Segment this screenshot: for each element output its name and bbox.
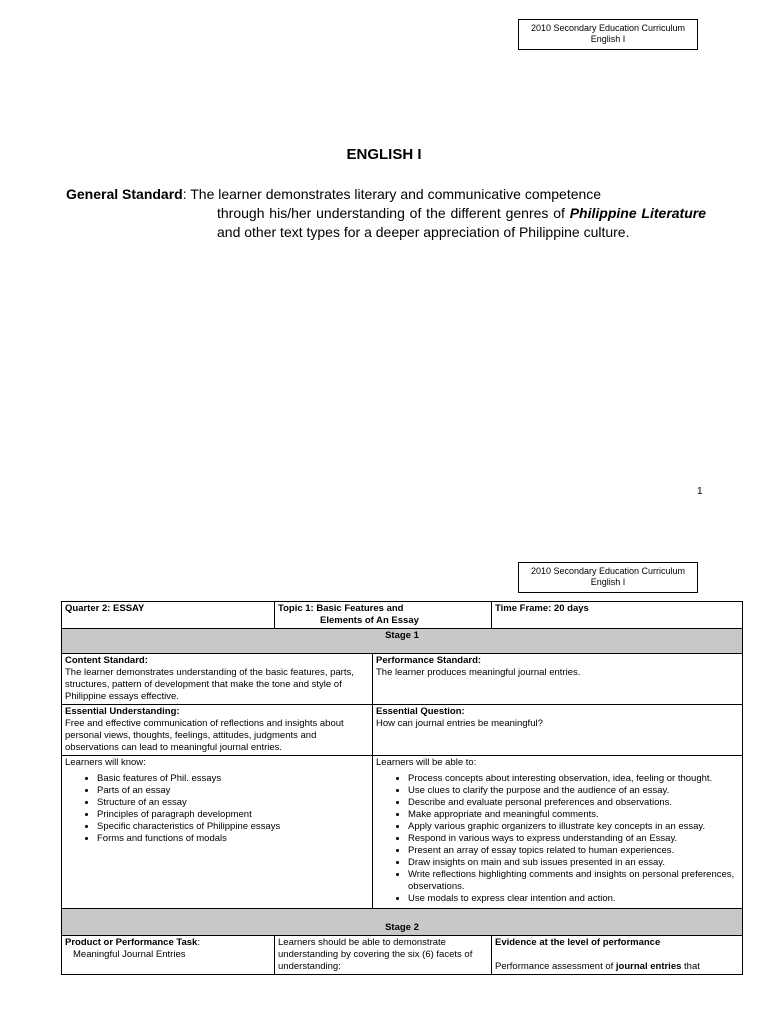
- header-line-2: English I: [590, 577, 626, 587]
- list-item: • Apply various graphic organizers to illustrate key concepts in an essay.: [408, 821, 739, 833]
- page-number: 1: [697, 486, 703, 497]
- essential-question-text: How can journal entries be meaningful?: [376, 718, 543, 729]
- general-standard-text-2: through his/her understanding of the different genres of: [217, 205, 570, 221]
- table-row: [62, 654, 743, 705]
- general-standard-body: [66, 204, 706, 242]
- list-item: • Present an array of essay topics related to human experiences.: [408, 845, 739, 857]
- general-standard-emphasis: Philippine Literature: [569, 205, 706, 221]
- topic-line-2: Elements of An Essay: [320, 615, 419, 626]
- evidence-emphasis: journal entries: [615, 961, 682, 972]
- product-task-colon: :: [197, 937, 200, 948]
- essential-understanding-cell: [62, 705, 373, 756]
- learners-know-list: [65, 773, 369, 845]
- learners-able-list: [376, 773, 739, 905]
- learners-know-cell: [62, 756, 373, 909]
- evidence-cell: [492, 936, 743, 975]
- essential-question-label: Essential Question:: [376, 706, 465, 717]
- table-row: [62, 602, 743, 629]
- general-standard: [66, 185, 706, 242]
- content-standard-cell: [62, 654, 373, 705]
- product-task-text: Meaningful Journal Entries: [73, 949, 186, 960]
- learners-know-intro: Learners will know:: [65, 757, 146, 768]
- table-row: [62, 705, 743, 756]
- list-item: • Make appropriate and meaningful comments.: [408, 809, 739, 821]
- general-standard-label: General Standard: [66, 186, 183, 202]
- list-item: • Process concepts about interesting observation, idea, feeling or thought.: [408, 773, 739, 785]
- learners-able-intro: Learners will be able to:: [376, 757, 477, 768]
- list-item: • Respond in various ways to express understanding of an Essay.: [408, 833, 739, 845]
- stage2-header: Stage 2: [62, 909, 743, 936]
- table-row: [62, 909, 743, 936]
- essential-understanding-text: Free and effective communication of reflections and insights about personal views, thoughts, feelings, attitudes, judgments and observations can lead to meaningful journal entries.: [65, 718, 344, 753]
- stage1-header: Stage 1: [62, 629, 743, 654]
- topic-line-1: Topic 1: Basic Features and: [278, 603, 404, 614]
- product-task-cell: [62, 936, 275, 975]
- essential-question-cell: [373, 705, 743, 756]
- header-line-1: 2010 Secondary Education Curriculum: [530, 23, 686, 33]
- facets-cell: Learners should be able to demonstrate understanding by covering the six (6) facets of understanding:: [275, 936, 492, 975]
- list-item: • Write reflections highlighting comments and insights on personal preferences, observations.: [408, 869, 739, 893]
- list-item: • Parts of an essay: [97, 785, 369, 797]
- list-item: • Use clues to clarify the purpose and the audience of an essay.: [408, 785, 739, 797]
- content-standard-label: Content Standard:: [65, 655, 148, 666]
- topic-cell: [275, 602, 492, 629]
- curriculum-table: [61, 601, 743, 975]
- header-box-page2: [518, 562, 698, 593]
- list-item: • Draw insights on main and sub issues presented in an essay.: [408, 857, 739, 869]
- list-item: • Forms and functions of modals: [97, 833, 369, 845]
- table-row: [62, 936, 743, 975]
- page-title: ENGLISH I: [346, 146, 422, 163]
- general-standard-text-1: : The learner demonstrates literary and communicative competence: [182, 186, 602, 202]
- list-item: • Describe and evaluate personal preferences and observations.: [408, 797, 739, 809]
- content-standard-text: The learner demonstrates understanding of the basic features, parts, structures, pattern of development that make the tone and style of Philippine essays effective.: [65, 667, 354, 702]
- table-row: [62, 629, 743, 654]
- general-standard-text-3: and other text types for a deeper appreciation of Philippine culture.: [217, 224, 630, 240]
- performance-standard-text: The learner produces meaningful journal entries.: [376, 667, 581, 678]
- list-item: • Basic features of Phil. essays: [97, 773, 369, 785]
- essential-understanding-label: Essential Understanding:: [65, 706, 180, 717]
- evidence-text-1: Performance assessment of: [495, 961, 616, 972]
- quarter-cell: Quarter 2: ESSAY: [62, 602, 275, 629]
- list-item: • Principles of paragraph development: [97, 809, 369, 821]
- time-frame-cell: Time Frame: 20 days: [492, 602, 743, 629]
- evidence-text-2: that: [681, 961, 700, 972]
- header-box: [518, 19, 698, 50]
- header-line-1: 2010 Secondary Education Curriculum: [530, 566, 686, 576]
- table-row: [62, 756, 743, 909]
- evidence-label: Evidence at the level of performance: [495, 937, 661, 948]
- performance-standard-cell: [373, 654, 743, 705]
- performance-standard-label: Performance Standard:: [376, 655, 482, 666]
- learners-able-cell: [373, 756, 743, 909]
- list-item: • Use modals to express clear intention and action.: [408, 893, 739, 905]
- header-line-2: English I: [590, 34, 626, 44]
- product-task-label: Product or Performance Task: [65, 937, 198, 948]
- list-item: • Structure of an essay: [97, 797, 369, 809]
- list-item: • Specific characteristics of Philippine essays: [97, 821, 369, 833]
